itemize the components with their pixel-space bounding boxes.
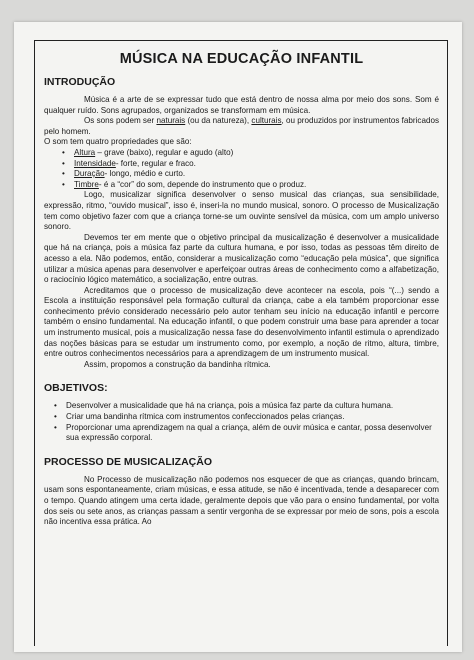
section-spacer	[44, 370, 439, 382]
intro-p2-text-a: Os sons podem ser	[84, 116, 157, 126]
intro-p2-text-b: (ou da natureza),	[185, 116, 252, 126]
property-desc: - longo, médio e curto.	[104, 169, 186, 179]
objective-item: • Proporcionar uma aprendizagem na qual a criança, além de ouvir música e cantar, possa desenvolver sua expressão corporal.	[44, 423, 439, 444]
intro-paragraph-5: Acreditamos que o processo de musicalização deve acontecer na escola, pois “(...) sendo a Escola a instituição responsável pela formação cultural da criança, cabe a ela também proporcionar esse conhecimento prévio considerado necessário pelo autor tenham seu início na educação infantil e percorre também o ensino fundamental. Na educação infantil, o que podem construir uma base para aprender a tocar um instrumento musical, pois a musicalização nessa fase do desenvolvimento infantil estimula o aprendizado das noções básicas para se estudar um instrumento como, por exemplo, a noção de ritmo, altura, timbre, entre outros conhecimentos necessários para a aprendizagem de um instrumento musical.	[44, 285, 439, 359]
property-item	[44, 169, 439, 180]
intro-p2-cultural: culturais	[251, 116, 282, 126]
section-spacer	[44, 444, 439, 456]
property-desc: – grave (baixo), regular e agudo (alto)	[95, 147, 234, 157]
property-item	[44, 180, 439, 191]
intro-paragraph-4: Devemos ter em mente que o objetivo principal da musicalização é desenvolver a musicalidade que há na criança, pois a música faz parte da cultura humana, e por isso, todas as pessoas têm direito de acesso a ela. Não podemos, então, considerar a musicalização como “educação pela música”, que significa utilizar a música apenas para desenvolver e aperfeiçoar outras áreas de conhecimento como a alfabetização, o raciocínio lógico matemático, a socialização, entre outras.	[44, 232, 439, 285]
page-border-frame	[34, 40, 448, 646]
intro-paragraph-3: Logo, musicalizar significa desenvolver o senso musical das crianças, sua sensibilidade, expressão, ritmo, “ouvido musical”, isso é, inseri-la no mundo musical, sonoro. O processo de Musicalização tem como objetivo fazer com que a criança torne-se um ouvinte sensível da música, com um amplo universo sonoro.	[44, 190, 439, 232]
objective-item: • Criar uma bandinha rítmica com instrumentos confeccionados pelas crianças.	[44, 412, 439, 423]
property-term: Intensidade	[74, 158, 116, 168]
property-desc: - é a “cor” do som, depende do instrumento que o produz.	[98, 179, 307, 189]
process-paragraph-1: No Processo de musicalização não podemos nos esquecer de que as crianças, quando brincam, usam sons espontaneamente, criam músicas, e essa atitude, se não é incentivada, tende a desaparecer com o tempo. Quando atingem uma certa idade, geralmente depois que vão para o ensino fundamental, por volta dos seis ou sete anos, as crianças passam a sentir vergonha de se expressar por meio de sons, pois a escola não incentiva essa prática. Ao	[44, 474, 440, 527]
objectives-heading: OBJETIVOS:	[44, 382, 108, 395]
intro-p2-text-c: , ou produzidos por instrumentos fabricados pelo homem.	[44, 116, 440, 136]
property-term: Duração	[74, 169, 105, 179]
property-item	[44, 159, 439, 170]
property-term: Timbre	[74, 179, 99, 189]
intro-heading: INTRODUÇÃO	[44, 76, 116, 88]
properties-lead: O som tem quatro propriedades que são:	[44, 137, 192, 147]
intro-paragraph-2	[44, 116, 439, 137]
intro-p2-natural: naturais	[156, 116, 186, 126]
process-heading: PROCESSO DE MUSICALIZAÇÃO	[44, 455, 213, 468]
property-desc: - forte, regular e fraco.	[115, 158, 196, 168]
property-term: Altura	[74, 147, 96, 157]
intro-paragraph-1: Música é a arte de se expressar tudo que está dentro de nossa alma por meio dos sons. Som é qualquer ruído. Sons agrupados, organizados se transformam em música.	[44, 95, 439, 115]
document-page	[14, 22, 462, 652]
property-item	[44, 148, 439, 159]
objectives-list	[44, 401, 439, 443]
objective-item: • Desenvolver a musicalidade que há na criança, pois a música faz parte da cultura humana.	[44, 401, 439, 412]
intro-paragraph-6: Assim, propomos a construção da bandinha rítmica.	[84, 359, 271, 369]
sound-properties-list	[44, 148, 439, 190]
document-title: MÚSICA NA EDUCAÇÃO INFANTIL	[119, 51, 364, 67]
